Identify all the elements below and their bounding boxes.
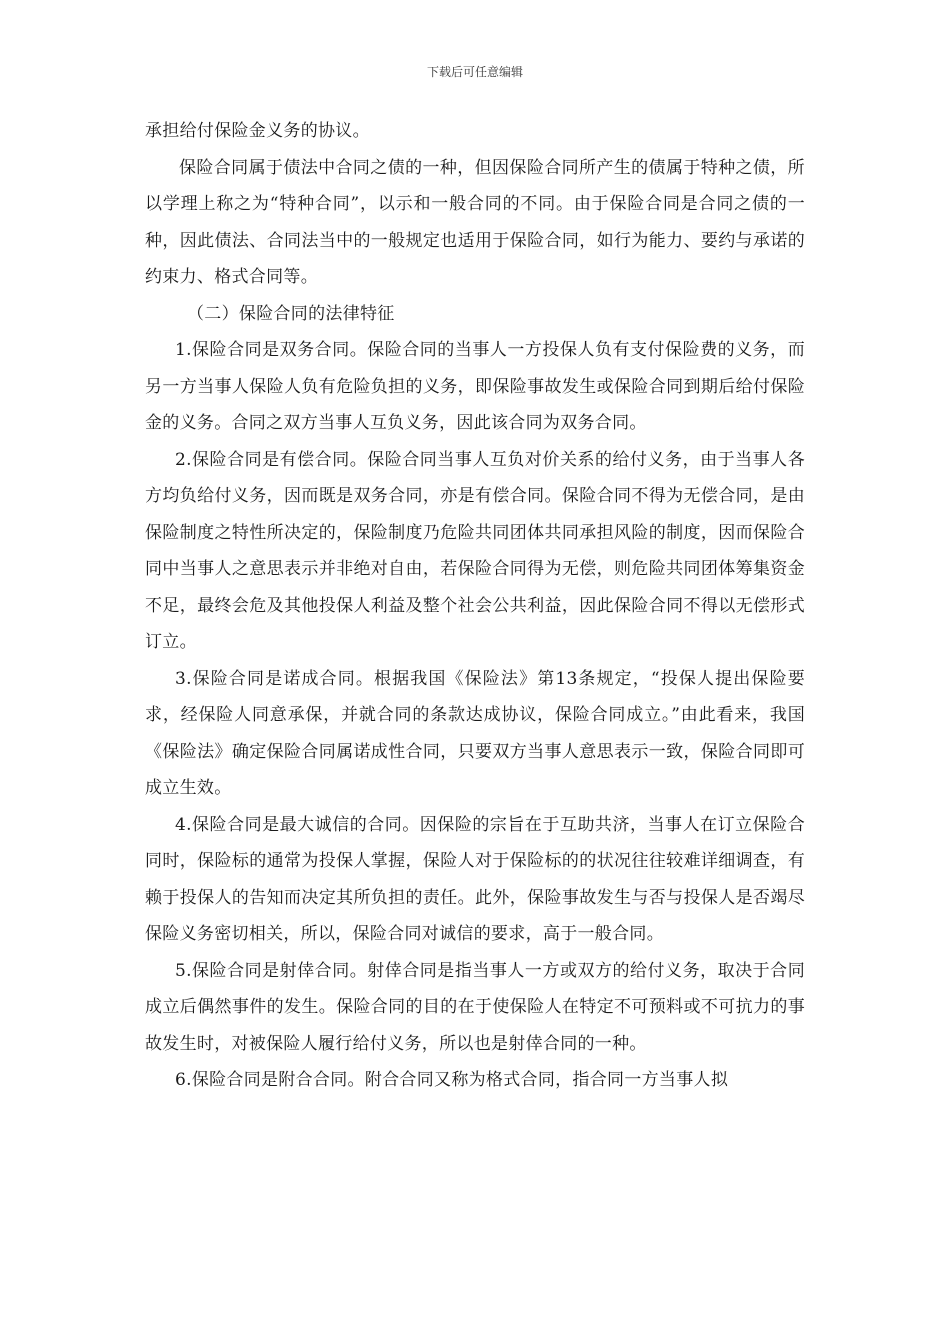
- paragraph-item-2: 2.保险合同是有偿合同。保险合同当事人互负对价关系的给付义务，由于当事人各方均负给付义务，因而既是双务合同，亦是有偿合同。保险合同不得为无偿合同，是由保险制度之特性所决定的，保险制度乃危险共同团体共同承担风险的制度，因而保险合同中当事人之意思表示并非绝对自由，若保险合同得为无偿，则危险共同团体筹集资金不足，最终会危及其他投保人利益及整个社会公共利益，因此保险合同不得以无偿形式订立。: [145, 449, 805, 652]
- paragraph-intro: 保险合同属于债法中合同之债的一种，但因保险合同所产生的债属于特种之债，所以学理上称之为“特种合同”，以示和一般合同的不同。由于保险合同是合同之债的一种，因此债法、合同法当中的一般规定也适用于保险合同，如行为能力、要约与承诺的约束力、格式合同等。: [145, 157, 805, 287]
- paragraph-continuation: 承担给付保险金义务的协议。: [145, 121, 370, 141]
- paragraph-item-6: 6.保险合同是附合合同。附合合同又称为格式合同，指合同一方当事人拟: [175, 1070, 729, 1090]
- document-body: [145, 113, 805, 1099]
- page-header: 下载后可任意编辑: [426, 65, 523, 79]
- paragraph-item-1: 1.保险合同是双务合同。保险合同的当事人一方投保人负有支付保险费的义务，而另一方当事人保险人负有危险负担的义务，即保险事故发生或保险合同到期后给付保险金的义务。合同之双方当事人互负义务，因此该合同为双务合同。: [145, 340, 805, 433]
- section-heading: （二）保险合同的法律特征: [187, 303, 395, 324]
- paragraph-item-4: 4.保险合同是最大诚信的合同。因保险的宗旨在于互助共济，当事人在订立保险合同时，保险标的通常为投保人掌握，保险人对于保险标的的状况往往较难详细调查，有赖于投保人的告知而决定其所负担的责任。此外，保险事故发生与否与投保人是否竭尽保险义务密切相关，所以，保险合同对诚信的要求，高于一般合同。: [145, 814, 805, 944]
- paragraph-item-3: 3.保险合同是诺成合同。根据我国《保险法》第13条规定，“投保人提出保险要求，经保险人同意承保，并就合同的条款达成协议，保险合同成立。”由此看来，我国《保险法》确定保险合同属诺成性合同，只要双方当事人意思表示一致，保险合同即可成立生效。: [145, 668, 805, 798]
- paragraph-item-5: 5.保险合同是射倖合同。射倖合同是指当事人一方或双方的给付义务，取决于合同成立后偶然事件的发生。保险合同的目的在于使保险人在特定不可预料或不可抗力的事故发生时，对被保险人履行给付义务，所以也是射倖合同的一种。: [145, 960, 805, 1054]
